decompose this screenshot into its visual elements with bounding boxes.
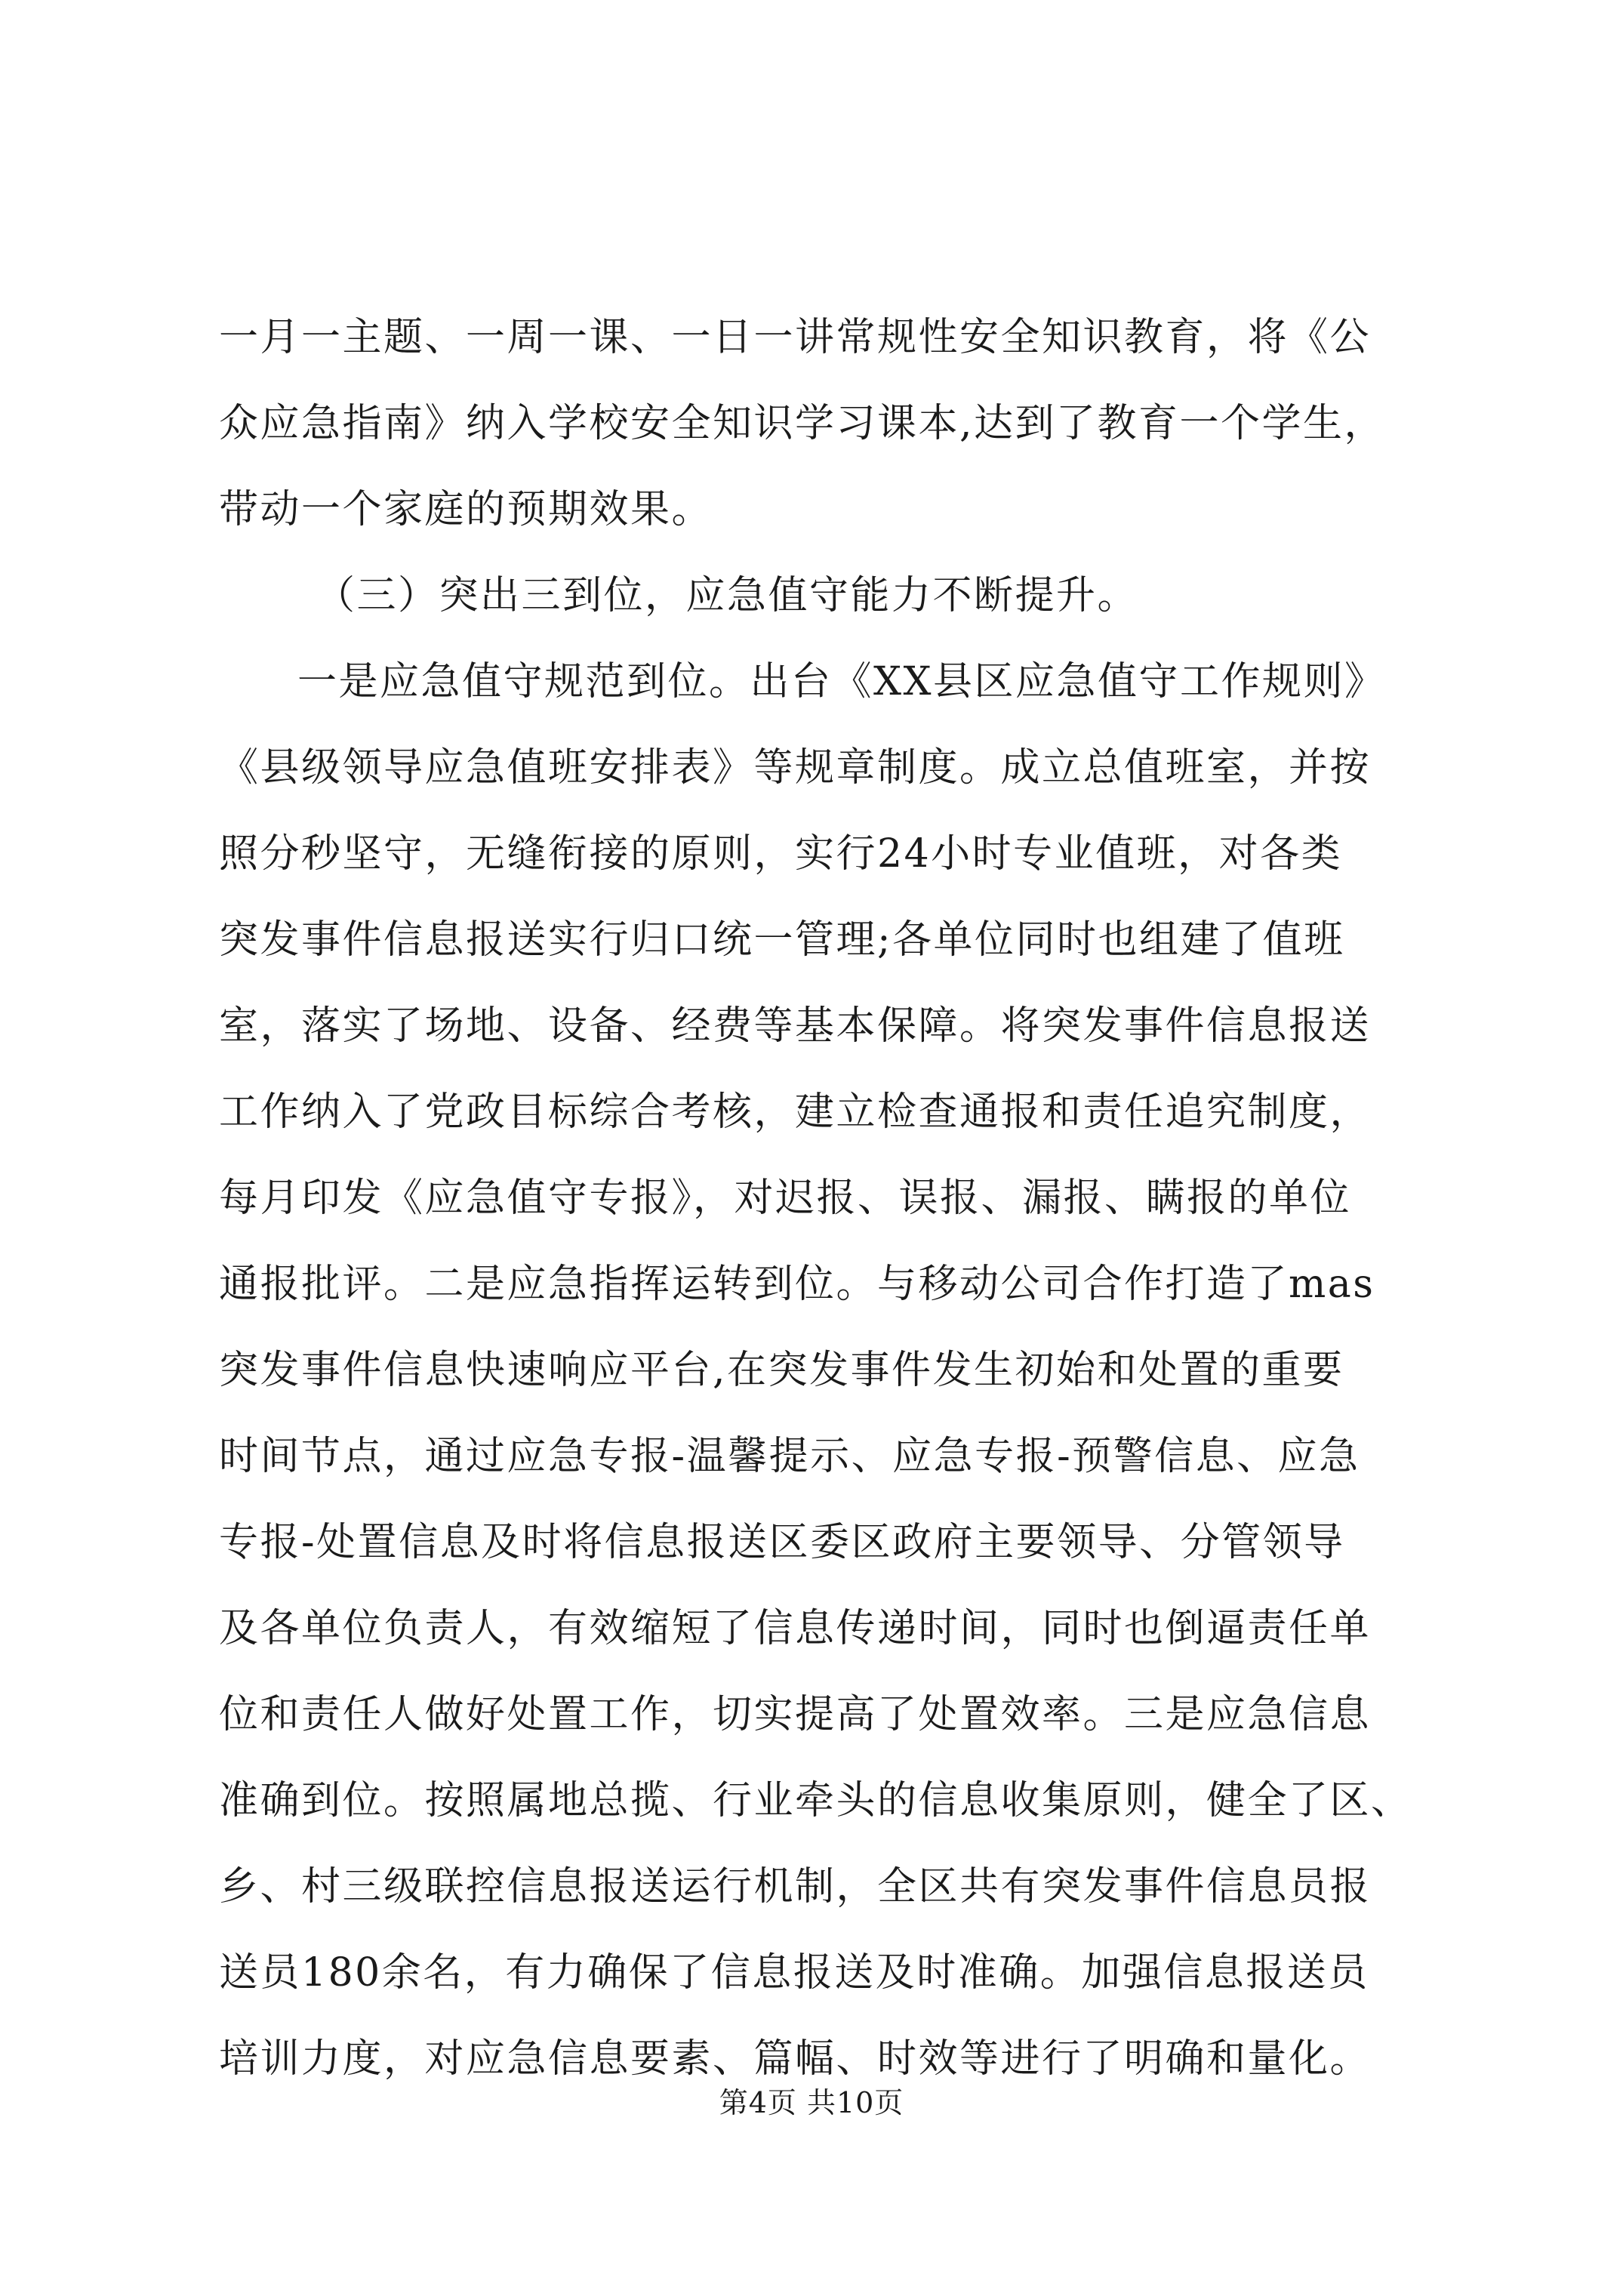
- text-line: 专报-处置信息及时将信息报送区委区政府主要领导、分管领导: [219, 1520, 1345, 1565]
- text-line: 一月一主题、一周一课、一日一讲常规性安全知识教育，将《公: [219, 315, 1372, 360]
- page-number-footer: 第4页 共10页: [719, 2086, 904, 2119]
- text-line: 突发事件信息快速响应平台,在突发事件发生初始和处置的重要: [219, 1348, 1344, 1393]
- text-line: 通报批评。二是应急指挥运转到位。与移动公司合作打造了mas: [219, 1262, 1375, 1307]
- section-heading: （三）突出三到位，应急值守能力不断提升。: [316, 573, 1139, 618]
- text-line: 带动一个家庭的预期效果。: [219, 487, 713, 532]
- text-line: 突发事件信息报送实行归口统一管理;各单位同时也组建了值班: [219, 917, 1345, 963]
- body-text: [219, 294, 1457, 2102]
- text-line: 照分秒坚守，无缝衔接的原则，实行24小时专业值班，对各类: [219, 831, 1343, 877]
- text-line: 时间节点，通过应急专报-温馨提示、应急专报-预警信息、应急: [219, 1434, 1360, 1479]
- text-line: 《县级领导应急值班安排表》等规章制度。成立总值班室，并按: [219, 745, 1372, 791]
- text-line: 及各单位负责人，有效缩短了信息传递时间，同时也倒逼责任单: [219, 1606, 1372, 1651]
- text-line: 培训力度，对应急信息要素、篇幅、时效等进行了明确和量化。: [219, 2036, 1372, 2082]
- text-line: 送员180余名，有力确保了信息报送及时准确。加强信息报送员: [219, 1950, 1369, 1996]
- text-line: 工作纳入了党政目标综合考核，建立检查通报和责任追究制度，: [219, 1089, 1372, 1135]
- text-line: 一是应急值守规范到位。出台《XX县区应急值守工作规则》: [297, 659, 1386, 704]
- text-line: 每月印发《应急值守专报》，对迟报、误报、漏报、瞒报的单位: [219, 1176, 1352, 1221]
- text-line: 乡、村三级联控信息报送运行机制，全区共有突发事件信息员报: [219, 1864, 1372, 1909]
- text-line: 室，落实了场地、设备、经费等基本保障。将突发事件信息报送: [219, 1003, 1372, 1049]
- text-line: 准确到位。按照属地总揽、行业牵头的信息收集原则，健全了区、: [219, 1778, 1412, 1823]
- text-line: 位和责任人做好处置工作，切实提高了处置效率。三是应急信息: [219, 1692, 1372, 1737]
- text-line: 众应急指南》纳入学校安全知识学习课本,达到了教育一个学生，: [219, 401, 1386, 446]
